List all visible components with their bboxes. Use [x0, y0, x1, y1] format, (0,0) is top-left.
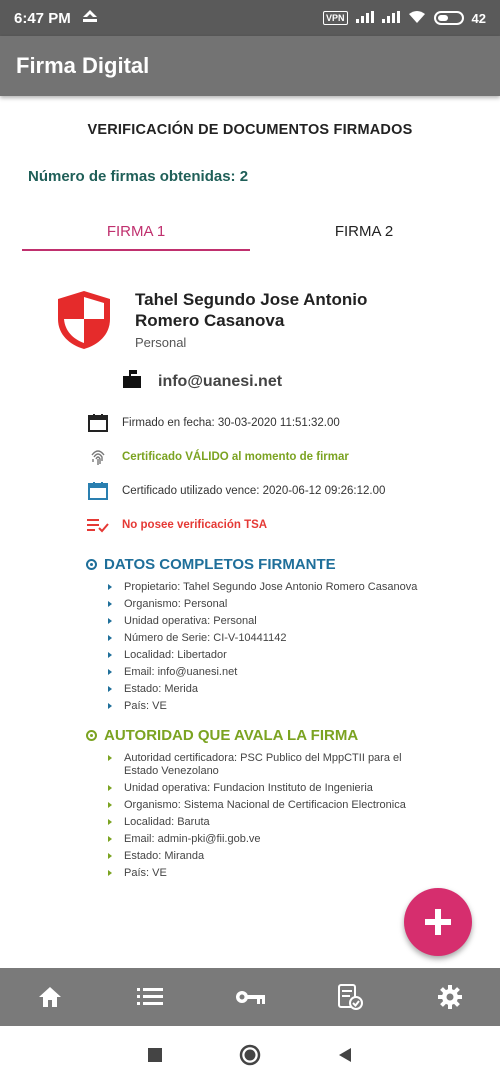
battery-level: 42	[471, 10, 486, 26]
add-fab-button[interactable]	[404, 888, 472, 956]
gear-icon	[437, 984, 463, 1010]
status-bar	[0, 0, 500, 36]
bullet-icon	[108, 584, 112, 590]
list-icon	[137, 987, 163, 1007]
bullet-icon	[108, 669, 112, 675]
signer-name: Tahel Segundo Jose Antonio Romero Casanova	[135, 290, 368, 330]
signer-section-label: DATOS COMPLETOS FIRMANTE	[104, 556, 336, 573]
status-time: 6:47 PM	[14, 9, 71, 27]
list-item: Número de Serie: CI-V-10441142	[108, 632, 428, 645]
list-item: Unidad operativa: Fundacion Instituto de Ingenieria	[108, 782, 428, 795]
list-item: Organismo: Personal	[108, 598, 428, 611]
home-icon	[38, 986, 62, 1008]
signal-icon	[356, 11, 374, 26]
key-icon	[235, 989, 265, 1005]
bottom-navigation	[0, 968, 500, 1026]
list-item: Organismo: Sistema Nacional de Certificacion Electronica	[108, 799, 428, 812]
fingerprint-icon	[86, 447, 110, 467]
bullet-icon	[108, 853, 112, 859]
bullet-icon	[108, 802, 112, 808]
signer-section-title	[86, 556, 500, 573]
signer-details-list	[108, 581, 500, 713]
app-title: Firma Digital	[16, 53, 150, 78]
radio-dot-icon	[86, 730, 97, 741]
page-heading: VERIFICACIÓN DE DOCUMENTOS FIRMADOS	[87, 122, 413, 138]
nav-settings[interactable]	[425, 972, 475, 1022]
signal-icon-2	[382, 11, 400, 26]
bullet-icon	[108, 819, 112, 825]
nav-list[interactable]	[125, 972, 175, 1022]
authority-section-title	[86, 727, 500, 744]
list-item: Email: info@uanesi.net	[108, 666, 428, 679]
wifi-icon	[408, 10, 426, 27]
document-check-icon	[336, 983, 364, 1011]
tsa-status: No posee verificación TSA	[122, 519, 268, 531]
nav-key[interactable]	[225, 972, 275, 1022]
bullet-icon	[108, 836, 112, 842]
certificate-status-row	[86, 440, 500, 474]
home-circle-icon[interactable]	[239, 1044, 261, 1066]
nav-verify[interactable]	[325, 972, 375, 1022]
list-item: Estado: Miranda	[108, 850, 428, 863]
tsa-row	[86, 508, 500, 542]
mailbox-icon	[122, 369, 142, 394]
authority-details-list	[108, 752, 500, 880]
signer-email-row	[122, 369, 500, 394]
signer-type: Personal	[135, 335, 187, 350]
signer-card	[55, 289, 500, 351]
list-item: Propietario: Tahel Segundo Jose Antonio Romero Casanova	[108, 581, 428, 594]
tab-firma-2[interactable]: FIRMA 2	[334, 223, 394, 240]
list-item: País: VE	[108, 867, 428, 880]
main-content[interactable]	[0, 96, 500, 968]
back-triangle-icon[interactable]	[337, 1046, 353, 1064]
list-item: Localidad: Baruta	[108, 816, 428, 829]
bullet-icon	[108, 755, 112, 761]
tab-firma-1[interactable]: FIRMA 1	[22, 215, 250, 251]
bullet-icon	[108, 652, 112, 658]
radio-dot-icon	[86, 559, 97, 570]
signature-count: Número de firmas obtenidas: 2	[28, 168, 249, 185]
vpn-badge: VPN	[323, 11, 348, 25]
battery-icon	[434, 11, 464, 25]
bullet-icon	[108, 686, 112, 692]
bullet-icon	[108, 870, 112, 876]
bullet-icon	[108, 785, 112, 791]
list-item: Autoridad certificadora: PSC Publico del MppCTII para el Estado Venezolano	[108, 752, 428, 778]
app-bar	[0, 36, 500, 96]
signer-email: info@uanesi.net	[158, 372, 283, 390]
shield-icon	[55, 289, 113, 351]
certificate-expiry: Certificado utilizado vence: 2020-06-12 09:26:12.00	[122, 485, 386, 497]
signed-date: Firmado en fecha: 30-03-2020 11:51:32.00	[122, 417, 340, 429]
list-item: Email: admin-pki@fii.gob.ve	[108, 833, 428, 846]
list-item: Unidad operativa: Personal	[108, 615, 428, 628]
checklist-icon	[86, 517, 110, 533]
signature-tabs	[22, 215, 478, 251]
certificate-status: Certificado VÁLIDO al momento de firmar	[122, 451, 349, 463]
bullet-icon	[108, 601, 112, 607]
navigation-arrow-icon	[81, 9, 99, 27]
authority-section-label: AUTORIDAD QUE AVALA LA FIRMA	[104, 727, 359, 744]
system-navigation	[0, 1026, 500, 1083]
bullet-icon	[108, 618, 112, 624]
bullet-icon	[108, 703, 112, 709]
recents-square-icon[interactable]	[147, 1047, 163, 1063]
list-item: Estado: Merida	[108, 683, 428, 696]
plus-icon	[423, 907, 453, 937]
certificate-expiry-row	[86, 474, 500, 508]
nav-home[interactable]	[25, 972, 75, 1022]
bullet-icon	[108, 635, 112, 641]
list-item: Localidad: Libertador	[108, 649, 428, 662]
list-item: País: VE	[108, 700, 428, 713]
signed-date-row	[86, 406, 500, 440]
calendar-blue-icon	[86, 482, 110, 500]
calendar-icon	[86, 414, 110, 432]
